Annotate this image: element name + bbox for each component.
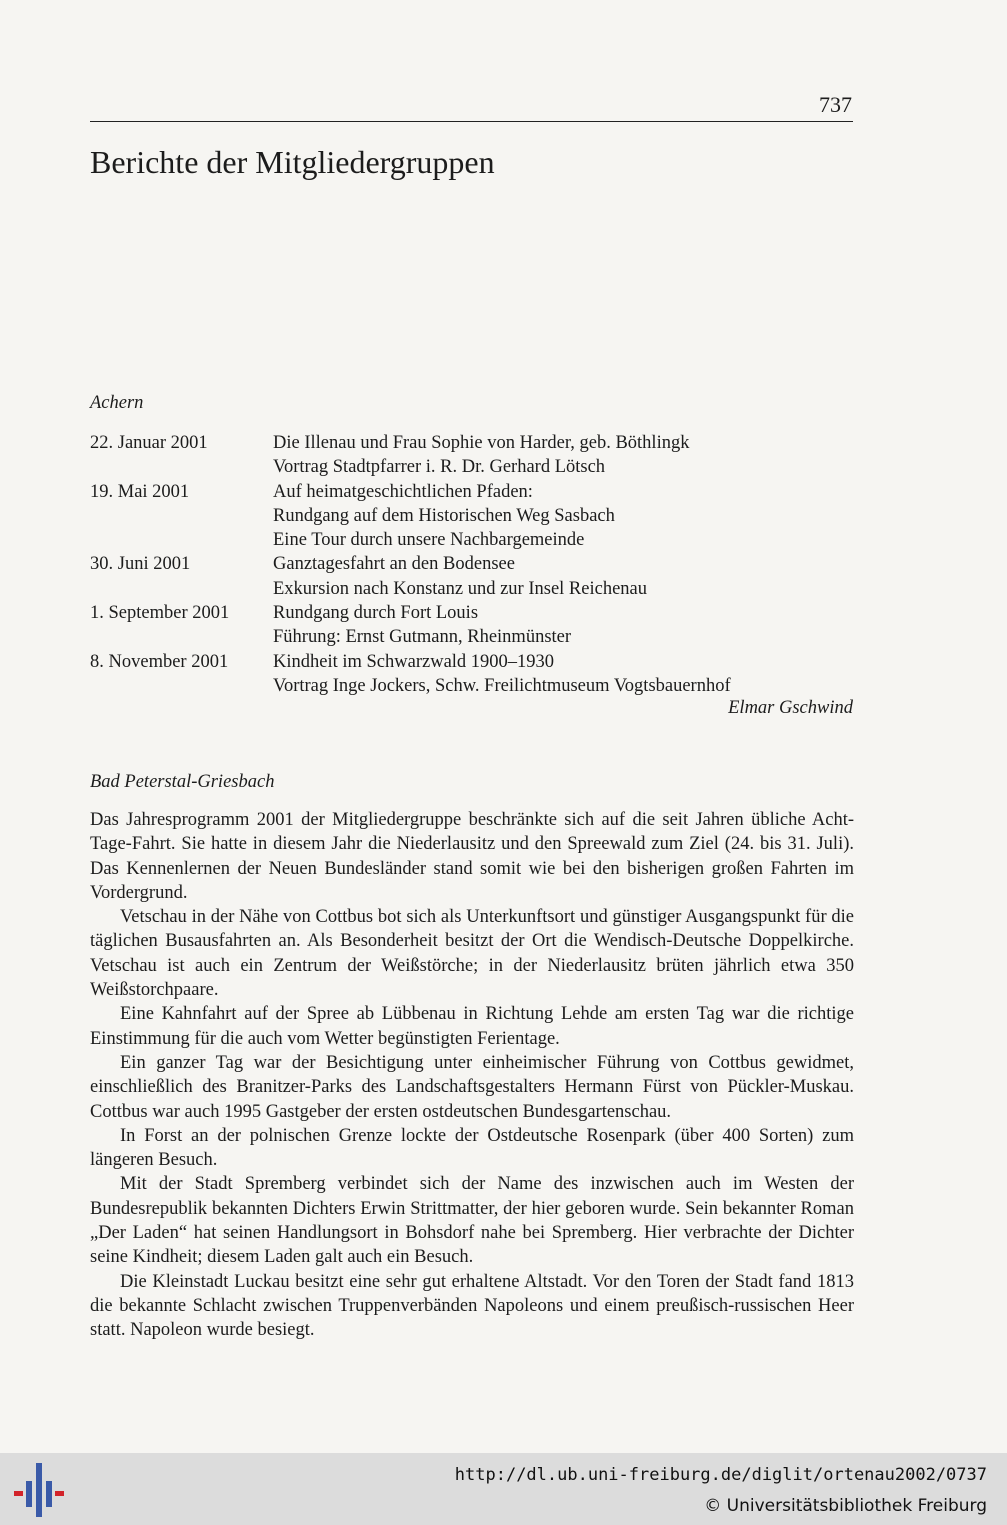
paragraph: Ein ganzer Tag war der Besichtigung unter einheimischer Führung von Cottbus gewidmet, einschließlich des Branitzer-Parks des Landschaftsgestalters Hermann Fürst von Pückler-Muskau. Cottbus war auch 1995 Gastgeber der ersten ostdeutschen Bundesgartenschau. (90, 1052, 854, 1122)
report-body (90, 808, 854, 1343)
paragraph: Das Jahresprogramm 2001 der Mitgliedergruppe beschränkte sich auf die seit Jahren übliche Acht-Tage-Fahrt. Sie hatte in diesem Jahr die Niederlausitz und den Spreewald zum Ziel (24. bis 31. Juli). Das Kennenlernen der Neuen Bundesländer stand somit wie bei den bisherigen großen Fahrten im Vordergrund. (90, 810, 854, 903)
page-number: 737 (819, 92, 852, 117)
event-date: 22. Januar 2001 (90, 433, 208, 453)
event-item (90, 601, 853, 650)
event-list (90, 431, 853, 698)
section-heading-achern: Achern (90, 393, 144, 413)
event-item (90, 650, 853, 699)
event-date: 30. Juni 2001 (90, 554, 191, 575)
page-title: Berichte der Mitgliedergruppen (90, 144, 495, 180)
paragraph: Die Kleinstadt Luckau besitzt eine sehr gut erhaltene Altstadt. Vor den Toren der Stadt fand 1813 die bekannte Schlacht zwischen Truppenverbänden Napoleons und einem preußisch-russischen Heer statt. Napoleon wurde besiegt. (90, 1271, 854, 1341)
event-line: Die Illenau und Frau Sophie von Harder, geb. Böthlingk (273, 433, 690, 453)
author-signature: Elmar Gschwind (728, 698, 853, 718)
library-logo-icon (12, 1463, 66, 1517)
event-line: Ganztagesfahrt an den Bodensee (273, 554, 515, 575)
event-date: 8. November 2001 (90, 651, 229, 672)
event-line: Vortrag Inge Jockers, Schw. Freilichtmuseum Vogtsbauernhof (273, 675, 731, 696)
event-line: Eine Tour durch unsere Nachbargemeinde (273, 530, 585, 551)
event-date: 19. Mai 2001 (90, 481, 190, 502)
event-line: Vortrag Stadtpfarrer i. R. Dr. Gerhard Lötsch (273, 457, 606, 478)
event-line: Rundgang auf dem Historischen Weg Sasbach (273, 505, 615, 526)
paragraph: Vetschau in der Nähe von Cottbus bot sich als Unterkunftsort und günstiger Ausgangspunkt für die täglichen Busausfahrten an. Als Besonderheit besitzt der Ort die Wendisch-Deutsche Doppelkirche. Vetschau ist auch ein Zentrum der Weißstörche; in der Niederlausitz brüten jährlich etwa 350 Weißstorchpaare. (90, 907, 854, 1001)
event-date: 1. September 2001 (90, 603, 230, 624)
paragraph: In Forst an der polnischen Grenze lockte der Ostdeutsche Rosenpark (über 400 Sorten) zum längeren Besuch. (90, 1125, 854, 1171)
footer-bar (0, 1453, 1007, 1525)
event-line: Auf heimatgeschichtlichen Pfaden: (273, 481, 533, 502)
event-line: Kindheit im Schwarzwald 1900–1930 (273, 651, 555, 672)
event-item (90, 480, 853, 553)
copyright-text: © Universitätsbibliothek Freiburg (704, 1496, 987, 1516)
event-line: Führung: Ernst Gutmann, Rheinmünster (273, 627, 572, 648)
paragraph: Mit der Stadt Spremberg verbindet sich der Name des inzwischen auch im Westen der Bundesrepublik bekannten Dichters Erwin Strittmatter, der hier geboren wurde. Sein bekannter Roman „Der Laden“ hat seinen Handlungsort in Bohsdorf nahe bei Spremberg. Hier verbrachte der Dichter seine Kindheit; diesem Laden galt auch ein Besuch. (90, 1174, 854, 1268)
source-url-link[interactable]: http://dl.ub.uni-freiburg.de/diglit/ortenau2002/0737 (454, 1465, 987, 1485)
section-heading-bad-peterstal: Bad Peterstal-Griesbach (90, 772, 275, 792)
event-line: Rundgang durch Fort Louis (273, 603, 479, 624)
event-line: Exkursion nach Konstanz und zur Insel Reichenau (273, 578, 648, 599)
event-item (90, 552, 853, 601)
header-rule (90, 121, 853, 122)
event-item (90, 431, 853, 480)
paragraph: Eine Kahnfahrt auf der Spree ab Lübbenau in Richtung Lehde am ersten Tag war die richtige Einstimmung für die auch vom Wetter begünstigten Ferientage. (90, 1004, 854, 1049)
